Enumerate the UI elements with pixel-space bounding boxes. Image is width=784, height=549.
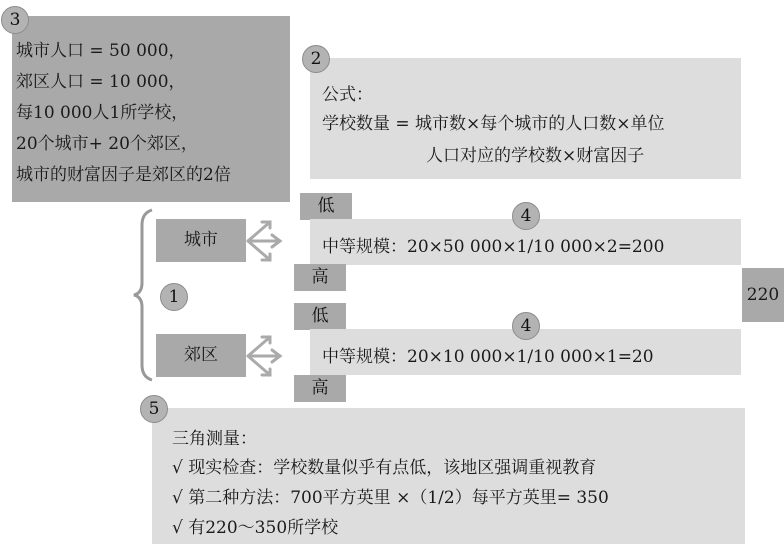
suburb-estimate-text: 中等规模：20×10 000×1/10 000×1=20 — [322, 347, 654, 367]
triangulation-check-line: √ 现实检查：学校数量似乎有点低，该地区强调重视教育 — [172, 458, 597, 478]
step-badge-4-city: 4 — [512, 202, 540, 230]
formula-title: 公式： — [322, 85, 373, 105]
city-label: 城市 — [184, 230, 218, 250]
triangulation-check-line: √ 第二种方法：700平方英里 ×（1/2）每平方英里= 350 — [172, 488, 609, 508]
assumption-line: 20个城市+ 20个郊区， — [16, 134, 198, 154]
step-badge-4-suburb: 4 — [512, 312, 540, 340]
assumption-line: 每10 000人1所学校， — [16, 103, 189, 123]
step-badge-1: 1 — [160, 283, 188, 311]
total-box — [742, 268, 784, 322]
step-badge-3: 3 — [1, 6, 29, 34]
formula-line-1: 学校数量 = 城市数×每个城市的人口数×单位 — [322, 114, 665, 134]
step-badge-5: 5 — [140, 395, 168, 423]
step-badge-2: 2 — [302, 45, 330, 73]
total-value: 220 — [746, 285, 780, 305]
city-fork-arrows — [244, 216, 284, 266]
assumption-line: 城市的财富因子是郊区的2倍 — [16, 165, 231, 185]
city-node — [156, 219, 246, 262]
assumption-line: 郊区人口 = 10 000， — [16, 72, 186, 92]
triangulation-check-line: √ 有220～350所学校 — [172, 518, 339, 538]
suburb-node — [156, 334, 246, 377]
city-low-tag: 低 — [300, 193, 352, 220]
city-high-tag: 高 — [294, 264, 346, 291]
formula-line-2: 人口对应的学校数×财富因子 — [426, 146, 645, 166]
suburb-high-tag: 高 — [294, 375, 346, 402]
city-estimate-text: 中等规模：20×50 000×1/10 000×2=200 — [322, 237, 665, 257]
suburb-fork-arrows — [244, 331, 284, 381]
suburb-label: 郊区 — [184, 345, 218, 365]
triangulation-title: 三角测量： — [172, 429, 257, 449]
suburb-low-tag: 低 — [294, 303, 346, 330]
assumption-line: 城市人口 = 50 000， — [16, 41, 186, 61]
